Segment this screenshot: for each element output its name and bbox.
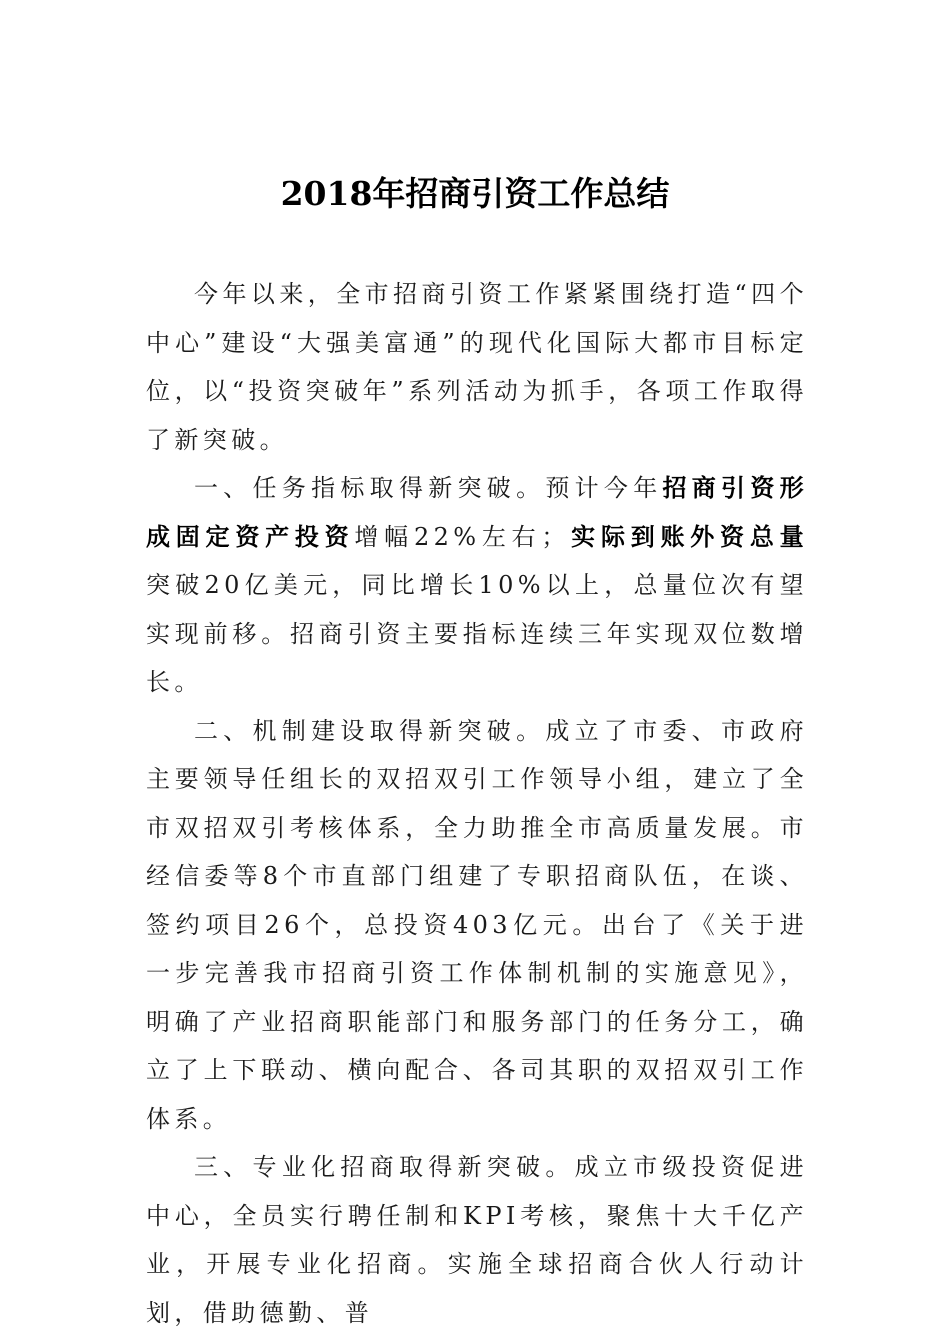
paragraph-professional-investment: 三、专业化招商取得新突破。成立市级投资促进中心，全员实行聘任制和KPI考核，聚焦十大千亿产业，开展专业化招商。实施全球招商合伙人行动计划，借助德勤、普 — [146, 1153, 808, 1327]
document-body — [146, 270, 808, 1337]
bold-term-foreign-capital: 实际到账外资总量 — [569, 521, 808, 551]
bold-term-fixed-asset-investment: 招商引资形成固定资产投资 — [146, 473, 809, 551]
paragraph-text-segment: 一、任务指标取得新突破。预计今年 — [194, 474, 663, 502]
paragraph-text-segment: 增幅22%左右； — [354, 522, 570, 551]
paragraph-text-segment: 突破20亿美元，同比增长10%以上，总量位次有望实现前移。招商引资主要指标连续三年实现双位数增长。 — [146, 571, 808, 696]
paragraph-mechanism: 二、机制建设取得新突破。成立了市委、市政府主要领导任组长的双招双引工作领导小组，建立了全市双招双引考核体系，全力助推全市高质量发展。市经信委等8个市直部门组建了专职招商队伍，在谈、签约项目26个，总投资403亿元。出台了《关于进一步完善我市招商引资工作体制机制的实施意见》，明确了产业招商职能部门和服务部门的任务分工，确立了上下联动、横向配合、各司其职的双招双引工作体系。 — [146, 716, 808, 1133]
document-title: 2018年招商引资工作总结 — [280, 174, 670, 213]
paragraph-intro: 今年以来，全市招商引资工作紧紧围绕打造“四个中心”建设“大强美富通”的现代化国际大都市目标定位，以“投资突破年”系列活动为抓手，各项工作取得了新突破。 — [146, 280, 808, 454]
paragraph-task-indicators — [146, 464, 808, 707]
